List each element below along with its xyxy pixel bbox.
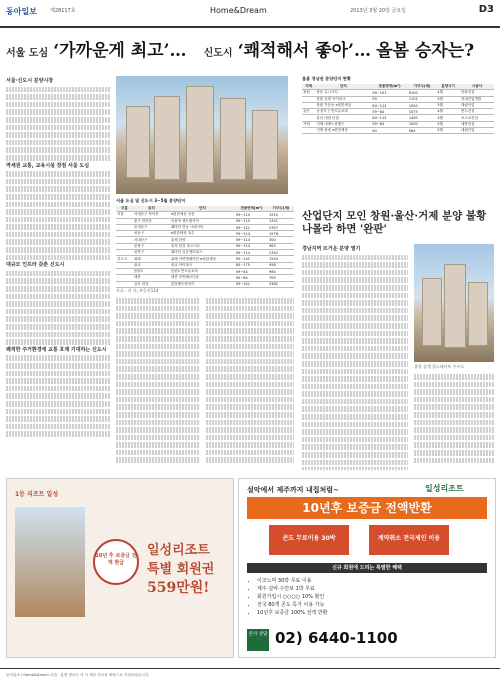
ad-right-box1: 콘도 무료이용 30박 xyxy=(269,525,349,555)
table2-row-cell: 84~114 xyxy=(371,115,407,121)
benefit-item: • 전국 80개 콘도 특가 이용 가능 xyxy=(257,601,497,609)
table2-header: 단지 xyxy=(315,84,371,90)
article-subhead-2: 대규모 인프라 갖춘 신도시 xyxy=(6,262,65,269)
table2-row-cell xyxy=(302,128,315,134)
table2-row-cell: 5월 xyxy=(436,128,460,134)
table1-row-cell: 59~121 xyxy=(235,224,268,230)
table1-row-cell: 동탄2 반도유보라 xyxy=(170,268,235,274)
table1-note: 자료 : 각 사, 부동산114 xyxy=(116,288,159,293)
table1-row-cell: 한강센트럴자이 xyxy=(170,281,235,287)
table1-header: 가구수(세) xyxy=(268,206,294,212)
table1-row-cell: 1540 xyxy=(268,256,294,262)
headline-tail: 올봄 승자는? xyxy=(376,41,475,61)
table1-row-cell: 1976 xyxy=(268,231,294,237)
benefit-item: • 10년후 보증금 100% 전액 반환 xyxy=(257,609,497,617)
right-article-headline: 산업단지 모인 창원·울산·거제 분양 불황 나몰라 하면 '완판' xyxy=(302,210,487,235)
right-article-column-2 xyxy=(414,372,494,470)
table1-row-cell: 신도시 xyxy=(116,256,133,262)
changwon-rendering-photo xyxy=(414,244,494,362)
table2-row-cell: 현대산업개발 xyxy=(460,96,494,102)
right-article-column xyxy=(302,244,408,470)
table2-row xyxy=(302,128,494,134)
table1-row-cell: 김포 한강 xyxy=(133,281,170,287)
table1-row-cell: 59~115 xyxy=(235,218,268,224)
table1-row-cell: 95~101 xyxy=(235,256,268,262)
main-headline xyxy=(6,36,496,66)
table2-row-cell: 중동 유니시티 xyxy=(315,90,371,96)
article-subhead-1: 역세권 교통, 교육시설 장점 서울 도심 xyxy=(6,162,90,169)
middle-article-column-2 xyxy=(206,296,294,468)
resort-photo xyxy=(15,507,85,617)
table1-row-cell: 서대문구 북아현 xyxy=(133,212,170,218)
page-footer xyxy=(0,668,500,687)
table1-row-cell: 59~84 xyxy=(235,268,268,274)
headline-right-location: 신도시 xyxy=(203,48,233,59)
table1-row-cell: 서대문구 xyxy=(133,237,170,243)
table2-row-cell: 1000 xyxy=(408,102,437,108)
headline-left-location: 서울 도심 xyxy=(6,48,49,59)
table1-row-cell: 59~114 xyxy=(235,212,268,218)
table1-row-cell: 59~114 xyxy=(235,250,268,256)
table1-row-cell: e편한세상 옥수 xyxy=(170,231,235,237)
table2-row-cell: 6100 xyxy=(408,90,437,96)
article-byline: 서울·신도시 분양시장 xyxy=(6,78,54,84)
table1-row-cell: 59~114 xyxy=(235,231,268,237)
table2-header: 지역 xyxy=(302,84,315,90)
table1-row-cell: 동탄2 xyxy=(133,268,170,274)
table2-row-cell: 4월 xyxy=(436,90,460,96)
headline-left-quote: ‘가까운게 최고’… xyxy=(53,41,187,61)
middle-article-column-1 xyxy=(116,296,200,468)
table2-row-cell: 포스코건설 xyxy=(460,115,494,121)
table1-row-cell: 59~114 xyxy=(235,243,268,249)
table2-header: 전용면적(m²) xyxy=(371,84,407,90)
table2-row-cell: 송정지구 반도유보라 xyxy=(315,109,371,115)
table1-row-cell: 700 xyxy=(268,275,294,281)
table1-row-cell: 광교 아이파크 xyxy=(170,262,235,268)
table2-row-cell: 1400 xyxy=(408,115,437,121)
table2-header: 분양시기 xyxy=(436,84,460,90)
table2 xyxy=(302,84,494,134)
table1-row-cell: 84~175 xyxy=(235,262,268,268)
phone-label: 본사 상담 xyxy=(247,629,269,651)
table1-row-cell: 3481 xyxy=(268,281,294,287)
table2-row-cell: 4월 xyxy=(436,109,460,115)
ad-left-title3: 559만원! xyxy=(147,580,210,596)
table1-row-cell: 위례 자연앤래미안 e편한세상 xyxy=(170,256,235,262)
table1-row-cell: 성북구 xyxy=(133,250,170,256)
ad-left-title1: 일성리조트 xyxy=(147,543,210,558)
ad-right-brand: 일성리조트 xyxy=(425,484,464,493)
newspaper-brand: 동아일보 xyxy=(6,7,37,16)
benefit-list-title: 신규 회원에 드리는 특별한 혜택 xyxy=(247,563,487,573)
table2-row-cell: 84 xyxy=(371,128,407,134)
table1-header: 단지 xyxy=(170,206,235,212)
table2-row-cell: 5월 xyxy=(436,102,460,108)
table2-row-cell: 59 xyxy=(371,96,407,102)
table1-row-cell: 59~101 xyxy=(235,281,268,287)
table1-row-cell: e편한세상 신촌 xyxy=(170,212,235,218)
table2-row-cell: 59~84 xyxy=(371,121,407,127)
table1-row-cell: 59~114 xyxy=(235,237,268,243)
table2-row-cell: 창원 xyxy=(302,90,315,96)
table2-title: 올봄 경남권 분양단지 현황 xyxy=(302,76,351,81)
ad-left-slogan: 1등 리조트 일성 xyxy=(15,491,59,498)
table1-row-cell: 1341 xyxy=(268,218,294,224)
article-subhead-3: 쾌적한 주거환경에 교통 호재 기대하는 신도시 xyxy=(6,346,107,353)
table2-header: 가구수(세) xyxy=(408,84,437,90)
benefit-item: • 회원가입시 ○○○○ 10% 할인 xyxy=(257,593,497,601)
table2-row-cell: 대방건설 xyxy=(460,121,494,127)
table2-row-cell: 울산 대현 더샵 xyxy=(315,115,371,121)
table2-row-cell: 대림산업 xyxy=(460,102,494,108)
table1-row-cell: 중구 만리동 xyxy=(133,218,170,224)
page-header xyxy=(0,0,500,28)
table2-row-cell: 5월 xyxy=(436,96,460,102)
table2-row-cell: 창원 가음동 e편한세상 xyxy=(315,102,371,108)
benefit-item: • 이코노믹 30박 무료 이용 xyxy=(257,577,497,585)
table1-row-cell: 2352 xyxy=(268,250,294,256)
ad-right-box2: 계약취소 전국제인 이용 xyxy=(369,525,449,555)
table1-row-cell: 래미안 길음센터피스 xyxy=(170,250,235,256)
table2-row-cell: 59~101 xyxy=(371,90,407,96)
table2-row-cell: 5월 xyxy=(436,121,460,127)
table2-row-cell: 1102 xyxy=(408,96,437,102)
table1-row-cell: 성동구 xyxy=(133,231,170,237)
table2-row-cell: 거제 xyxy=(302,121,315,127)
table2-row-cell: 울산 xyxy=(302,109,315,115)
resort-ad-left xyxy=(6,478,234,658)
ad-left-title2: 특별 회원권 xyxy=(147,562,215,577)
table1-row-cell: 300 xyxy=(268,237,294,243)
publish-date: 2013년 3월 20일 금요일 xyxy=(350,8,407,14)
table1-row-cell: 래미안 전농 크레시티 xyxy=(170,224,235,230)
benefit-list xyxy=(247,577,497,617)
table2-row-cell: 한화건설 xyxy=(460,90,494,96)
table1-row-cell: 서울역 센트럴자이 xyxy=(170,218,235,224)
table1-row-cell: 동대문구 xyxy=(133,224,170,230)
table1-row-cell: 서울 xyxy=(116,212,133,218)
table1-row-cell: 1910 xyxy=(268,212,294,218)
table1-header: 전용면적(m²) xyxy=(235,206,268,212)
table2-row-cell: 84~114 xyxy=(371,102,407,108)
ad-right-main: 10년후 보증금 전액반환 xyxy=(247,497,487,519)
table2-row-cell: 대림산업 xyxy=(460,128,494,134)
footer-text: 동아일보 / Home&Dream 특집 · 분양 정보는 각 사 제공 자료를 바탕으로 작성되었습니다. xyxy=(6,673,150,677)
table2-row-cell: 반도건설 xyxy=(460,109,494,115)
refund-badge: 10년 후 보증금 전액 환급 xyxy=(93,539,139,585)
table1-row-cell: 위례 xyxy=(133,256,170,262)
table2-row-cell: 거제 대방노블랜드 xyxy=(315,121,371,127)
benefit-item: • 제주·설악·수안보 1박 무료 xyxy=(257,585,497,593)
table1-row xyxy=(116,281,294,287)
table2-row-cell: 4월 xyxy=(436,115,460,121)
table2-row-cell: 거제 장평 e편한세상 xyxy=(315,128,371,134)
table2-header: 시공사 xyxy=(460,84,494,90)
table1-header: 위치 xyxy=(133,206,170,212)
photo-caption: 창원 감계 힐스테이트 투시도 xyxy=(414,364,465,369)
issue-number: 제28117호 xyxy=(50,8,76,14)
table1-row-cell: 흑석 한강 푸르지오 xyxy=(170,243,235,249)
table1-row-cell: 세종 호반베르디움 xyxy=(170,275,235,281)
table2-row-cell: 564 xyxy=(408,128,437,134)
table1-header: 구분 xyxy=(116,206,133,212)
table2-row-cell: 1000 xyxy=(408,121,437,127)
table1-row-cell: 958 xyxy=(268,262,294,268)
table1-row-cell: 2397 xyxy=(268,224,294,230)
table2-row-cell: 창원 감계 아이파크 xyxy=(315,96,371,102)
table2-row-cell: 59~84 xyxy=(371,109,407,115)
right-article-subhead: 경남지역 뜨거운 분양 열기 xyxy=(302,246,361,252)
page-number: D3 xyxy=(478,4,494,15)
table1-row-cell: 동작구 xyxy=(133,243,170,249)
table1-title: 서울 도심 및 신도시 3~5월 분양단지 xyxy=(116,198,186,203)
headline-right-quote: ‘쾌적해서 좋아’… xyxy=(237,41,371,61)
table1-row-cell: 59~84 xyxy=(235,275,268,281)
table1-row-cell: 홍제 한양 xyxy=(170,237,235,243)
table1 xyxy=(116,206,294,288)
apartment-complex-photo xyxy=(116,76,288,194)
section-title: Home&Dream xyxy=(210,6,267,15)
left-article-column xyxy=(6,76,110,471)
table1-row-cell xyxy=(116,281,133,287)
table1-row-cell: 960 xyxy=(268,268,294,274)
table2-row-cell: 1075 xyxy=(408,109,437,115)
phone-number: 02) 6440-1100 xyxy=(275,629,398,647)
table1-row-cell: 광교 xyxy=(133,262,170,268)
table1-row-cell: 963 xyxy=(268,243,294,249)
resort-ad-right xyxy=(238,478,496,658)
table1-row-cell: 세종 xyxy=(133,275,170,281)
ad-right-top-line: 설악에서 제주까지 내집처럼~ xyxy=(247,486,339,494)
